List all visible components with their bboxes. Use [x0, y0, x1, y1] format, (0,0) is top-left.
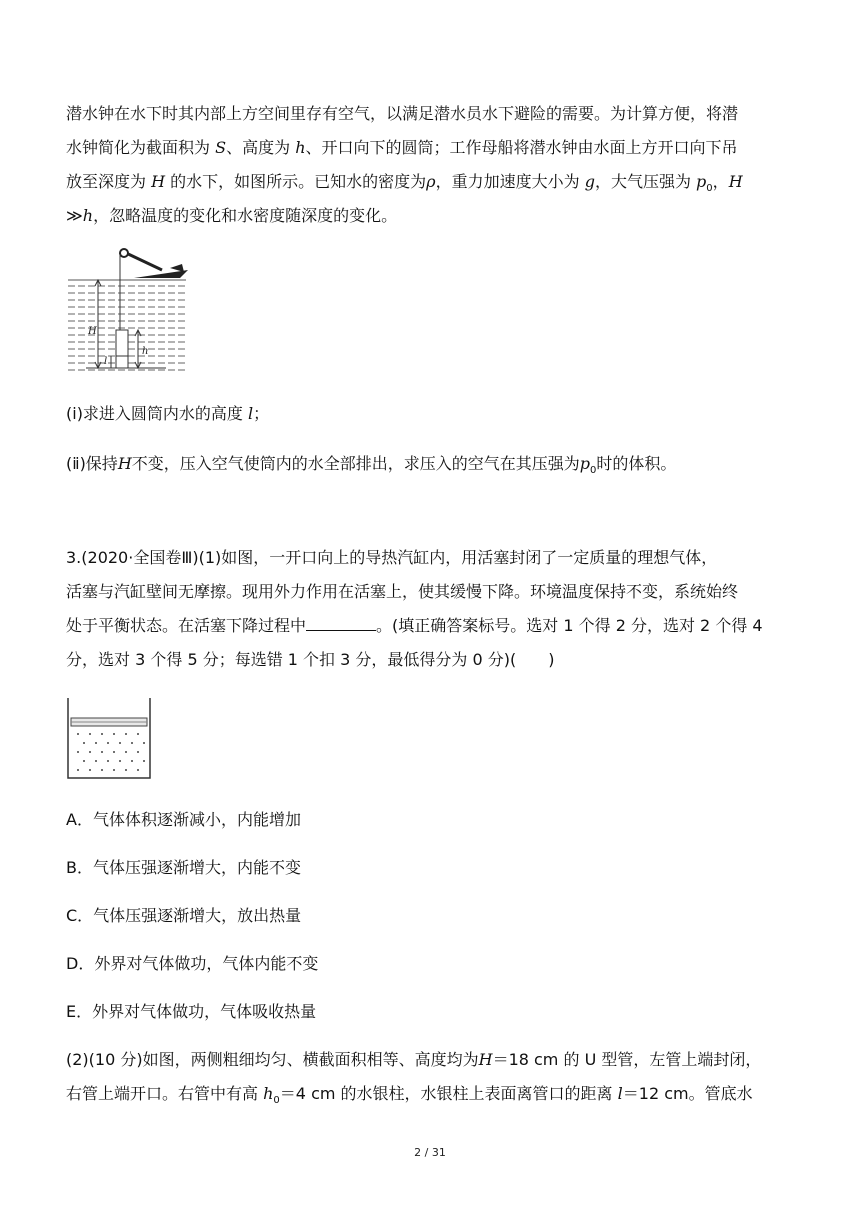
- problem2-line-1: 潜水钟在水下时其内部上方空间里存有空气，以满足潜水员水下避险的需要。为计算方便，将潜: [66, 104, 739, 123]
- gas-dot: [89, 751, 91, 753]
- gas-dot: [83, 760, 85, 762]
- gas-dot: [77, 751, 79, 753]
- problem2-line-4: ≫h，忽略温度的变化和水密度随深度的变化。: [66, 206, 398, 225]
- problem3-line-3: 处于平衡状态。在活塞下降过程中 。(填正确答案标号。选对 1 个得 2 分，选对 2 个得 4: [66, 616, 763, 635]
- option-b: B．气体压强逐渐增大，内能不变: [66, 858, 301, 877]
- option-a: A．气体体积逐渐减小，内能增加: [66, 810, 301, 829]
- part2-line-2: 右管上端开口。右管中有高 $h_0=4$ cm 的水银柱，水银柱上表面离管口的距离 l＝12 cm。管底水: [66, 1084, 753, 1107]
- diving-bell-figure: [66, 246, 192, 376]
- page-number: 2 / 31: [414, 1146, 446, 1159]
- ship-icon: [134, 270, 188, 278]
- problem2-line-3: 放至深度为 H 的水下，如图所示。已知水的密度为ρ，重力加速度大小为 g，大气压强为 $p_0$，H: [66, 172, 743, 195]
- label-h: h: [142, 346, 149, 357]
- label-l: l: [104, 356, 108, 367]
- gas-dot: [131, 742, 133, 744]
- gas-dot: [101, 769, 103, 771]
- cylinder-figure: [66, 696, 152, 780]
- gas-dot: [143, 742, 145, 744]
- option-d: D．外界对气体做功，气体内能不变: [66, 954, 319, 973]
- problem3-line-2: 活塞与汽缸壁间无摩擦。现用外力作用在活塞上，使其缓慢下降。环境温度保持不变，系统始终: [66, 582, 739, 601]
- problem3-line-1: 3.(2020·全国卷Ⅲ)(1)如图，一开口向上的导热汽缸内，用活塞封闭了一定质量的理想气体，: [66, 548, 718, 567]
- problem3-line-4: 分，选对 3 个得 5 分；每选错 1 个扣 3 分，最低得分为 0 分)( ): [66, 650, 555, 669]
- gas-dot: [89, 769, 91, 771]
- question-i: (ⅰ)求进入圆筒内水的高度 l；: [66, 404, 270, 423]
- gas-dot: [119, 742, 121, 744]
- label-H: H: [88, 326, 97, 337]
- gas-dot: [137, 733, 139, 735]
- gas-dot: [107, 760, 109, 762]
- gas-dot: [107, 742, 109, 744]
- gas-dot: [77, 769, 79, 771]
- option-c: C．气体压强逐渐增大，放出热量: [66, 906, 302, 925]
- gas-dot: [143, 760, 145, 762]
- gas-dot: [77, 733, 79, 735]
- option-e: E．外界对气体做功，气体吸收热量: [66, 1002, 317, 1021]
- gas-dot: [95, 760, 97, 762]
- gas-dot: [137, 751, 139, 753]
- problem2-line-2: 水钟简化为截面积为 S、高度为 h、开口向下的圆筒；工作母船将潜水钟由水面上方开口向下吊: [66, 138, 738, 157]
- gas-dot: [137, 769, 139, 771]
- gas-dot: [113, 733, 115, 735]
- gas-dot: [83, 742, 85, 744]
- gas-dot: [101, 733, 103, 735]
- gas-dot: [125, 769, 127, 771]
- gas-dot: [113, 751, 115, 753]
- part2-line-1: (2)(10 分)如图，两侧粗细均匀、横截面积相等、高度均为H＝18 cm 的 U 型管，左管上端封闭，: [66, 1050, 762, 1069]
- gas-dot: [95, 742, 97, 744]
- gas-dot: [101, 751, 103, 753]
- gas-dot: [125, 751, 127, 753]
- question-ii: (ⅱ)保持H不变，压入空气使筒内的水全部排出，求压入的空气在其压强为$p_0$时的体积。: [66, 454, 677, 477]
- gas-dot: [113, 769, 115, 771]
- gas-dot: [119, 760, 121, 762]
- gas-dot: [131, 760, 133, 762]
- answer-blank: [306, 616, 376, 631]
- gas-dot: [89, 733, 91, 735]
- gas-dot: [125, 733, 127, 735]
